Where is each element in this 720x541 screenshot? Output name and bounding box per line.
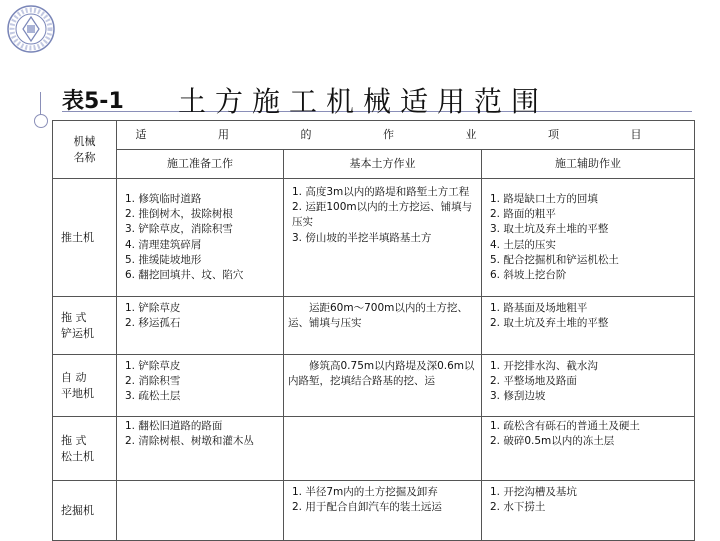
table-row xyxy=(53,179,695,297)
table-row xyxy=(53,481,695,541)
table-row xyxy=(53,417,695,481)
machine-name-cell: 拖 式 铲运机 xyxy=(53,297,117,355)
aux-work-cell: 1. 疏松含有砾石的普通土及硬土 2. 破碎0.5m以内的冻土层 xyxy=(482,417,695,481)
prep-work-cell: 1. 铲除草皮 2. 移运孤石 xyxy=(117,297,284,355)
machine-name-cell: 拖 式 松土机 xyxy=(53,417,117,481)
table-row xyxy=(53,355,695,417)
page-title: 土方施工机械适用范围 xyxy=(178,85,549,118)
table-subheader-row xyxy=(53,150,695,179)
basic-work-cell: 1. 高度3m以内的路堤和路堑土方工程 2. 运距100m以内的土方挖运、铺填与压实 3. 傍山坡的半挖半填路基土方 xyxy=(284,179,482,297)
aux-work-cell: 1. 路基面及场地粗平 2. 取土坑及弃土堆的平整 xyxy=(482,297,695,355)
prep-work-cell: 1. 铲除草皮 2. 消除积雪 3. 疏松土层 xyxy=(117,355,284,417)
column-header-aux: 施工辅助作业 xyxy=(482,150,695,179)
basic-work-cell: 1. 半径7m内的土方挖掘及卸弃 2. 用于配合自卸汽车的装土远运 xyxy=(284,481,482,541)
machine-name-cell: 自 动 平地机 xyxy=(53,355,117,417)
aux-work-cell: 1. 开挖排水沟、截水沟 2. 平整场地及路面 3. 修刮边坡 xyxy=(482,355,695,417)
column-header-prep: 施工准备工作 xyxy=(117,150,284,179)
applicable-operations-header: 适 用 的 作 业 项 目 xyxy=(117,121,695,150)
table-header-row xyxy=(53,121,695,150)
machine-name-cell: 推土机 xyxy=(53,179,117,297)
table-number: 表5-1 xyxy=(62,89,124,114)
machinery-applicability-table xyxy=(52,120,695,541)
prep-work-cell: 1. 翻松旧道路的路面 2. 清除树根、树墩和灌木丛 xyxy=(117,417,284,481)
aux-work-cell: 1. 开挖沟槽及基坑 2. 水下捞土 xyxy=(482,481,695,541)
basic-work-cell xyxy=(284,417,482,481)
corner-header-cell: 机械 名称 xyxy=(53,121,117,179)
prep-work-cell: 1. 修筑临时道路 2. 推倒树木，拔除树根 3. 铲除草皮，消除积雪 4. 清理建筑碎屑 5. 推缓陡坡地形 6. 翻挖回填井、坟、陷穴 xyxy=(117,179,284,297)
prep-work-cell xyxy=(117,481,284,541)
basic-work-cell: 运距60m～700m以内的土方挖、运、铺填与压实 xyxy=(284,297,482,355)
table-row xyxy=(53,297,695,355)
decorative-circle xyxy=(34,114,48,128)
machine-name-cell: 挖掘机 xyxy=(53,481,117,541)
basic-work-cell: 修筑高0.75m以内路堤及深0.6m以内路堑，挖填结合路基的挖、运 xyxy=(284,355,482,417)
column-header-basic: 基本土方作业 xyxy=(284,150,482,179)
university-seal-logo xyxy=(6,4,56,54)
aux-work-cell: 1. 路堤缺口土方的回填 2. 路面的粗平 3. 取土坑及弃土堆的平整 4. 土层的压实 5. 配合挖掘机和铲运机松土 6. 斜坡上挖台阶 xyxy=(482,179,695,297)
